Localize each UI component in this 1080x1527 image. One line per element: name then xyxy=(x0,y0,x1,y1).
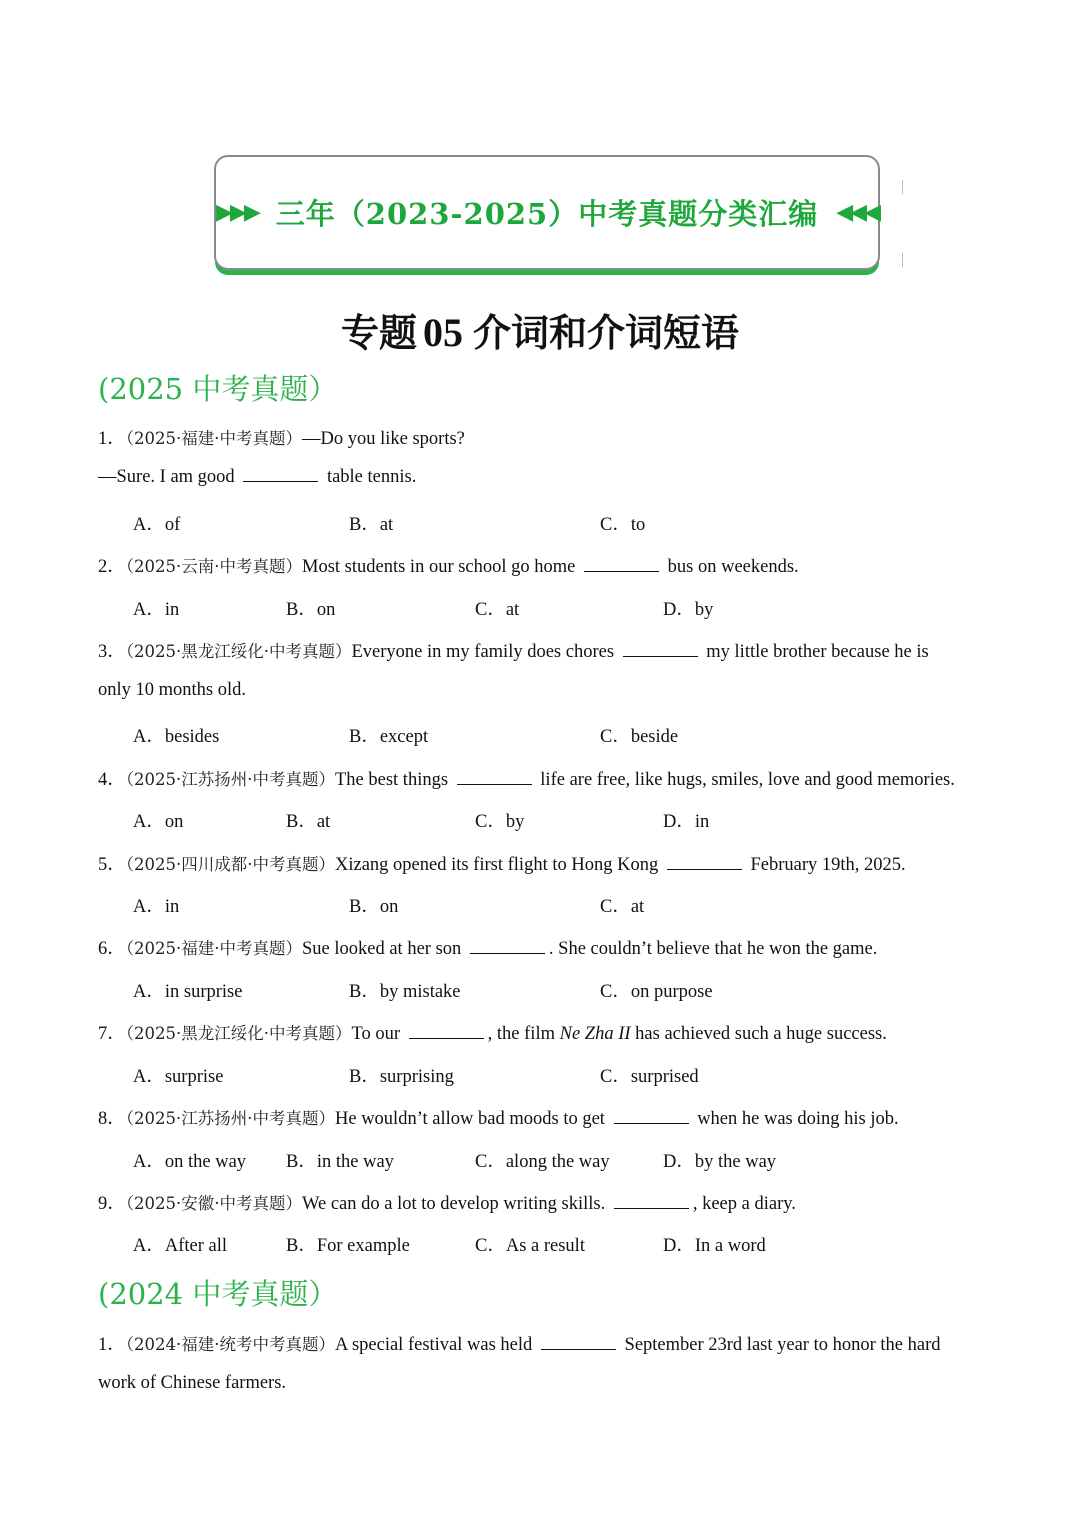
answer-blank[interactable] xyxy=(541,1335,616,1350)
option[interactable]: C．to xyxy=(600,515,646,535)
answer-blank[interactable] xyxy=(667,855,742,870)
option[interactable]: B．by mistake xyxy=(349,982,461,1002)
question-8: 8．（2025·江苏扬州·中考真题）He wouldn’t allow bad moods to get when he was doing his job. xyxy=(98,1109,899,1129)
answer-blank[interactable] xyxy=(584,557,659,572)
option[interactable]: C．beside xyxy=(600,727,679,747)
option[interactable]: A．in xyxy=(133,897,180,917)
question-2024-1: 1．（2024·福建·统考中考真题）A special festival was held September 23rd last year to honor the hard xyxy=(98,1335,941,1355)
option[interactable]: B．on xyxy=(349,897,399,917)
option[interactable]: D．In a word xyxy=(663,1236,766,1256)
option[interactable]: A．in xyxy=(133,600,180,620)
question-3-line2: only 10 months old. xyxy=(98,680,247,700)
answer-blank[interactable] xyxy=(457,770,532,785)
answer-blank[interactable] xyxy=(614,1109,689,1124)
question-7: 7．（2025·黑龙江绥化·中考真题）To our , the film Ne Zha II has achieved such a huge success. xyxy=(98,1024,887,1044)
option[interactable]: C．surprised xyxy=(600,1067,699,1087)
question-1-line2: —Sure. I am good table tennis. xyxy=(98,467,417,487)
option[interactable]: A．of xyxy=(133,515,181,535)
section-heading-2024: (2024 中考真题） xyxy=(98,1277,338,1311)
option[interactable]: A．besides xyxy=(133,727,220,747)
banner-text: 三年（2023-2025）中考真题分类汇编 xyxy=(275,197,819,231)
question-4: 4．（2025·江苏扬州·中考真题）The best things life are free, like hugs, smiles, love and good memories. xyxy=(98,770,955,790)
option[interactable]: C．at xyxy=(475,600,520,620)
option[interactable]: A．After all xyxy=(133,1236,228,1256)
option[interactable]: B．except xyxy=(349,727,429,747)
question-2: 2．（2025·云南·中考真题）Most students in our school go home bus on weekends. xyxy=(98,557,799,577)
answer-blank[interactable] xyxy=(614,1194,689,1209)
section-heading-2025: (2025 中考真题） xyxy=(98,372,338,406)
question-6: 6．（2025·福建·中考真题）Sue looked at her son . She couldn’t believe that he won the game. xyxy=(98,939,878,959)
option[interactable]: A．in surprise xyxy=(133,982,243,1002)
option[interactable]: C．by xyxy=(475,812,525,832)
answer-blank[interactable] xyxy=(243,467,318,482)
question-3: 3．（2025·黑龙江绥化·中考真题）Everyone in my family does chores my little brother because he is xyxy=(98,642,929,662)
option[interactable]: D．in xyxy=(663,812,710,832)
question-5: 5．（2025·四川成都·中考真题）Xizang opened its first flight to Hong Kong February 19th, 2025. xyxy=(98,855,906,875)
question-9: 9．（2025·安徽·中考真题）We can do a lot to develop writing skills. , keep a diary. xyxy=(98,1194,796,1214)
option[interactable]: B．in the way xyxy=(286,1152,394,1172)
answer-blank[interactable] xyxy=(623,642,698,657)
option[interactable]: C．As a result xyxy=(475,1236,585,1256)
option[interactable]: A．on xyxy=(133,812,184,832)
option[interactable]: B．at xyxy=(349,515,394,535)
option[interactable]: C．on purpose xyxy=(600,982,713,1002)
answer-blank[interactable] xyxy=(409,1024,484,1039)
question-2024-1-line2: work of Chinese farmers. xyxy=(98,1373,287,1393)
option[interactable]: C．at xyxy=(600,897,645,917)
page-title: 专题 05 介词和介词短语 xyxy=(340,310,740,355)
option[interactable]: B．For example xyxy=(286,1236,410,1256)
question-1: 1．（2025·福建·中考真题）—Do you like sports? xyxy=(98,429,465,449)
option[interactable]: B．on xyxy=(286,600,336,620)
option[interactable]: B．at xyxy=(286,812,331,832)
header-banner xyxy=(214,155,880,270)
left-arrows-icon: ◀◀◀ xyxy=(836,200,878,225)
option[interactable]: B．surprising xyxy=(349,1067,454,1087)
banner-tick xyxy=(902,253,903,267)
answer-blank[interactable] xyxy=(470,939,545,954)
banner-tick xyxy=(902,180,903,194)
option[interactable]: C．along the way xyxy=(475,1152,610,1172)
option[interactable]: D．by xyxy=(663,600,714,620)
option[interactable]: A．on the way xyxy=(133,1152,247,1172)
option[interactable]: D．by the way xyxy=(663,1152,777,1172)
right-arrows-icon: ▶▶▶ xyxy=(216,200,258,225)
option[interactable]: A．surprise xyxy=(133,1067,224,1087)
